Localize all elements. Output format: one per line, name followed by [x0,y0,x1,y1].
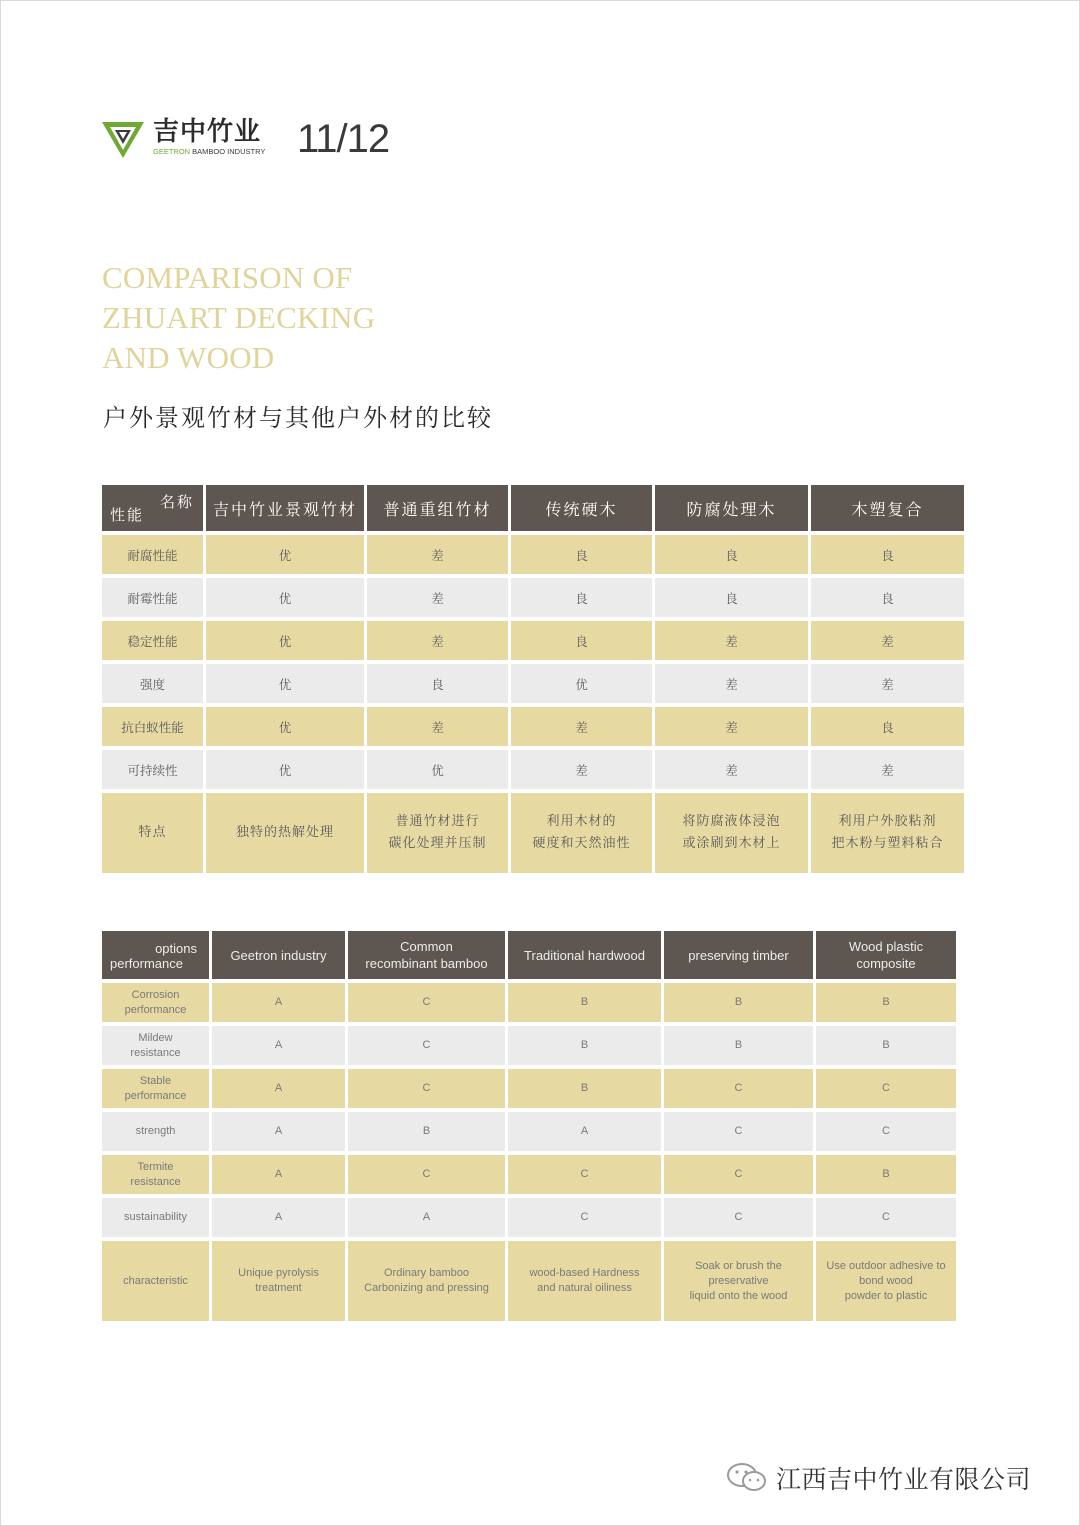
rating-cell: C [664,1155,813,1194]
row-label: Corrosion performance [102,983,209,1022]
column-header: 吉中竹业景观竹材 [206,485,364,531]
title-en-line: ZHUART DECKING [102,300,376,335]
row-label: 稳定性能 [102,621,203,660]
rating-cell: C [664,1069,813,1108]
rating-cell: 良 [511,578,652,617]
column-header: Common recombinant bamboo [348,931,505,979]
column-header: Wood plastic composite [816,931,956,979]
table-row [102,1155,956,1194]
rating-cell: C [816,1198,956,1237]
rating-cell: A [212,1026,345,1065]
corner-header-top: 名称 [159,493,194,511]
rating-cell: C [348,1026,505,1065]
rating-cell: 差 [655,621,808,660]
brand-name-cn: 吉中竹业 [153,117,262,147]
rating-cell: 优 [206,578,364,617]
footer-watermark [726,1458,1031,1498]
row-label: Stable performance [102,1069,209,1108]
corner-header-bottom: 性能 [110,506,145,524]
column-header: preserving timber [664,931,813,979]
rating-cell: 优 [206,707,364,746]
rating-cell: C [664,1112,813,1151]
rating-cell: A [348,1198,505,1237]
table-row [102,1069,956,1108]
brand [153,117,265,156]
table-row [102,578,964,617]
rating-cell: 差 [811,750,964,789]
rating-cell: A [212,983,345,1022]
column-header: Traditional hardwood [508,931,661,979]
rating-cell: 差 [367,707,508,746]
corner-header [102,485,203,531]
feature-row [102,1241,956,1321]
feature-cell: 利用户外胶粘剂 把木粉与塑料粘合 [811,793,964,873]
rating-cell: 差 [655,664,808,703]
table-row [102,1026,956,1065]
rating-cell: 优 [206,750,364,789]
rating-cell: C [348,1155,505,1194]
rating-cell: 差 [811,621,964,660]
table-row [102,535,964,574]
rating-cell: B [348,1112,505,1151]
table-row [102,621,964,660]
rating-cell: B [816,983,956,1022]
rating-cell: 优 [511,664,652,703]
row-label: 耐霉性能 [102,578,203,617]
row-label: 耐腐性能 [102,535,203,574]
page-number: 11/12 [297,117,390,161]
corner-header-top: options [155,941,197,956]
rating-cell: C [348,983,505,1022]
row-label: Mildew resistance [102,1026,209,1065]
rating-cell: C [508,1155,661,1194]
table-row [102,707,964,746]
rating-cell: B [664,1026,813,1065]
row-label: 抗白蚁性能 [102,707,203,746]
corner-header-bottom: performance [110,956,183,971]
feature-cell: Unique pyrolysis treatment [212,1241,345,1321]
row-label: 特点 [102,793,203,873]
rating-cell: 差 [811,664,964,703]
brand-name-en: GEETRON BAMBOO INDUSTRY [153,147,266,156]
rating-cell: 良 [511,621,652,660]
rating-cell: A [212,1112,345,1151]
row-label: 可持续性 [102,750,203,789]
feature-cell: 利用木材的 硬度和天然油性 [511,793,652,873]
row-label: strength [102,1112,209,1151]
feature-cell: wood-based Hardness and natural oiliness [508,1241,661,1321]
rating-cell: 优 [206,621,364,660]
rating-cell: 优 [206,664,364,703]
wechat-icon [726,1461,768,1495]
table-row [102,983,956,1022]
row-label: 强度 [102,664,203,703]
column-header: Geetron industry [212,931,345,979]
rating-cell: 良 [811,578,964,617]
table-row [102,1112,956,1151]
rating-cell: 差 [655,707,808,746]
rating-cell: A [212,1198,345,1237]
rating-cell: B [508,1069,661,1108]
rating-cell: 良 [811,535,964,574]
feature-cell: 普通竹材进行 碳化处理并压制 [367,793,508,873]
table-header-row [102,485,964,531]
corner-header [102,931,209,979]
logo-icon [102,118,144,162]
comparison-table-cn [99,481,967,877]
rating-cell: 差 [367,578,508,617]
feature-cell: 将防腐液体浸泡 或涂刷到木材上 [655,793,808,873]
rating-cell: 优 [206,535,364,574]
title-en [102,258,375,378]
title-en-line: COMPARISON OF [102,260,353,295]
column-header: 传统硬木 [511,485,652,531]
rating-cell: 差 [367,535,508,574]
rating-cell: C [508,1198,661,1237]
rating-cell: B [508,1026,661,1065]
table-row [102,750,964,789]
rating-cell: B [816,1026,956,1065]
rating-cell: C [664,1198,813,1237]
rating-cell: C [816,1069,956,1108]
feature-cell: 独特的热解处理 [206,793,364,873]
comparison-table-en [99,927,959,1325]
row-label: sustainability [102,1198,209,1237]
rating-cell: A [212,1155,345,1194]
rating-cell: 差 [367,621,508,660]
row-label: Termite resistance [102,1155,209,1194]
rating-cell: B [508,983,661,1022]
rating-cell: A [212,1069,345,1108]
rating-cell: 良 [655,578,808,617]
rating-cell: 良 [811,707,964,746]
column-header: 防腐处理木 [655,485,808,531]
column-header: 木塑复合 [811,485,964,531]
watermark-text: 江西吉中竹业有限公司 [776,1465,1032,1494]
rating-cell: 差 [511,750,652,789]
feature-cell: Ordinary bamboo Carbonizing and pressing [348,1241,505,1321]
feature-cell: Use outdoor adhesive to bond wood powder to plastic [816,1241,956,1321]
title-en-line: AND WOOD [102,340,275,375]
table-row [102,1198,956,1237]
rating-cell: C [816,1112,956,1151]
feature-cell: Soak or brush the preservative liquid onto the wood [664,1241,813,1321]
row-label: characteristic [102,1241,209,1321]
rating-cell: A [508,1112,661,1151]
title-cn: 户外景观竹材与其他户外材的比较 [103,404,493,432]
feature-row [102,793,964,873]
rating-cell: C [348,1069,505,1108]
rating-cell: B [816,1155,956,1194]
rating-cell: 良 [655,535,808,574]
rating-cell: 差 [511,707,652,746]
rating-cell: 良 [367,664,508,703]
column-header: 普通重组竹材 [367,485,508,531]
rating-cell: 良 [511,535,652,574]
rating-cell: 差 [655,750,808,789]
rating-cell: B [664,983,813,1022]
rating-cell: 优 [367,750,508,789]
table-row [102,664,964,703]
table-header-row [102,931,956,979]
